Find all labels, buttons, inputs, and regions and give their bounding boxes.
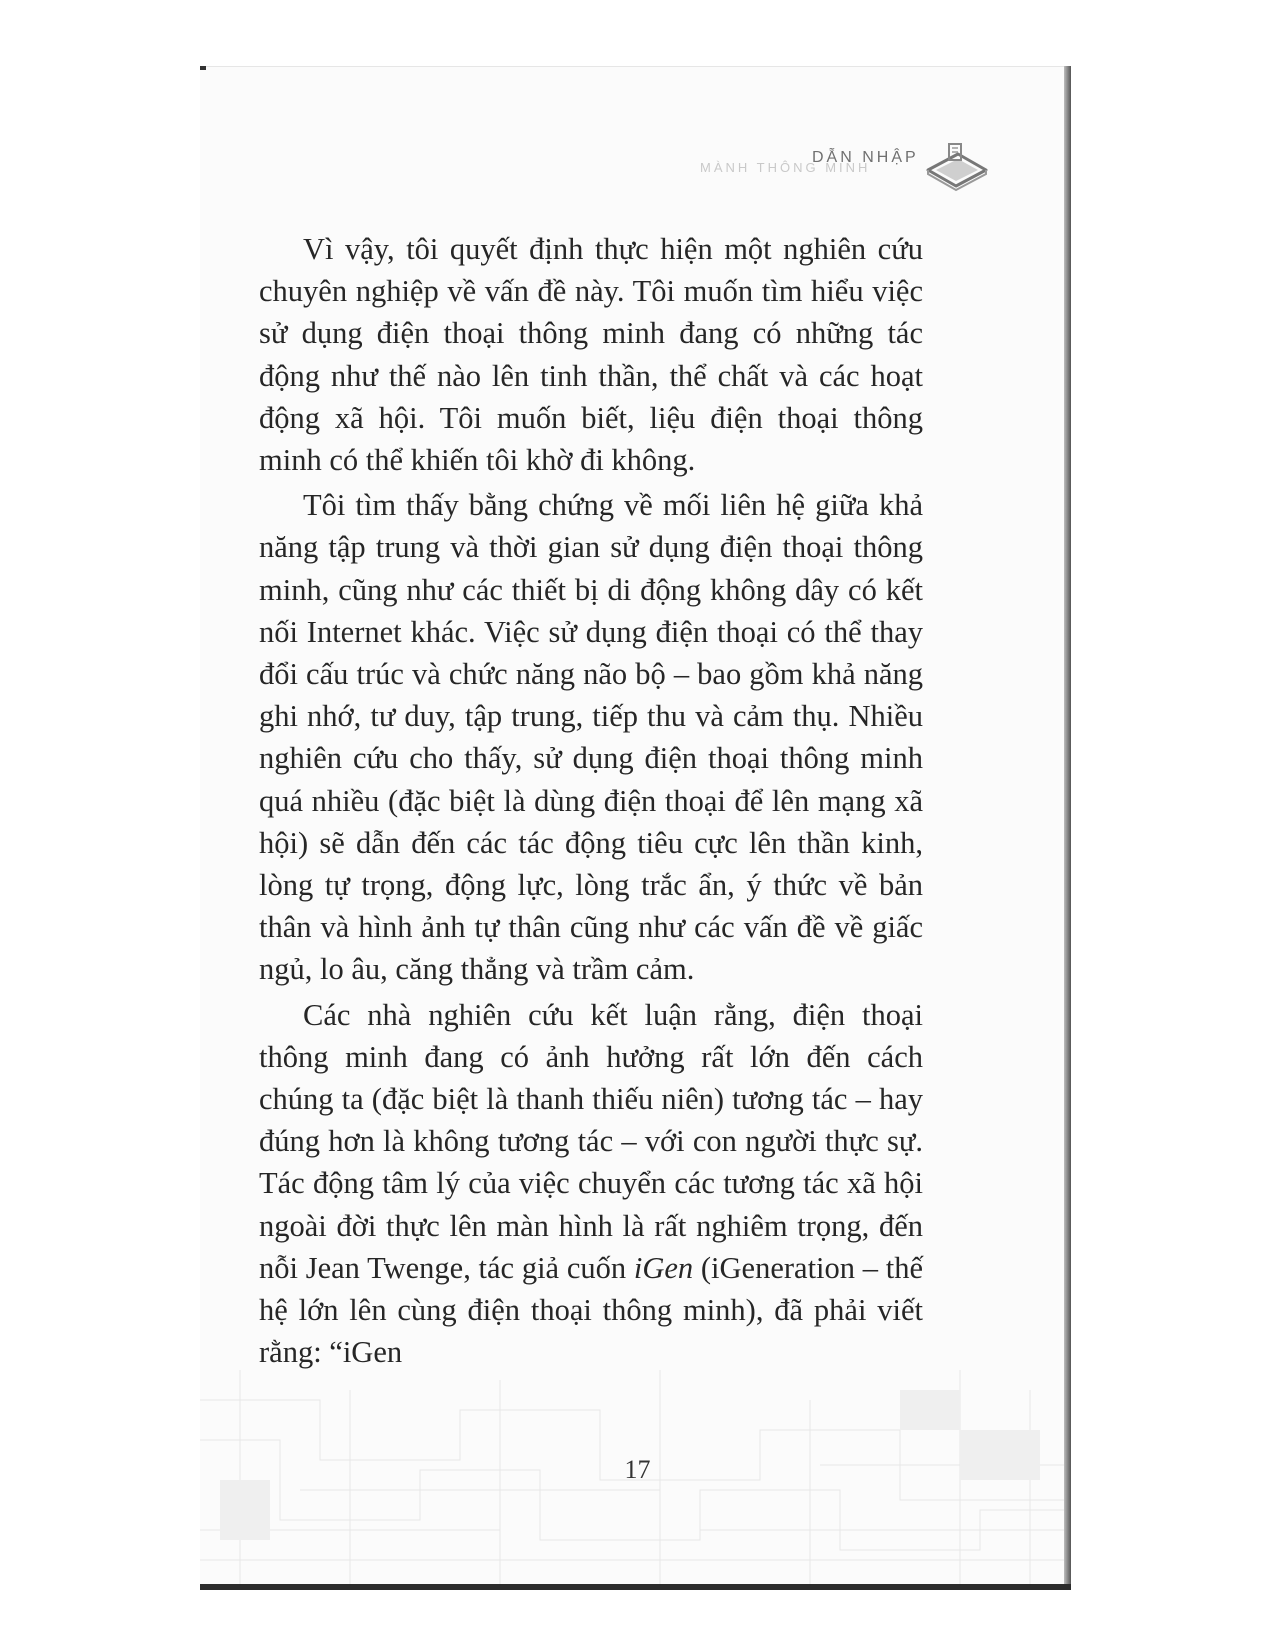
book-title-igen: iGen [633,1250,694,1285]
body-text [259,228,923,1376]
running-header [700,140,1040,200]
paragraph-3-part-1: Các nhà nghiên cứu kết luận rằng, điện thoại thông minh đang có ảnh hưởng rất lớn đến cách chúng ta (đặc biệt là thanh thiếu niên) tương tác – hay đúng hơn là không tương tác – với con người thực sự. Tác động tâm lý của việc chuyển các tương tác xã hội ngoài đời thực lên màn hình là rất nghiêm trọng, đến nỗi Jean Twenge, tác giả cuốn [259,997,923,1285]
smartphone-icon [924,140,990,200]
page-number: 17 [624,1455,651,1484]
chapter-header-label: DẪN NHẬP [812,149,919,166]
paragraph-3 [259,994,923,1374]
page-edge-shadow [1064,66,1071,1588]
paragraph-2: Tôi tìm thấy bằng chứng về mối liên hệ giữa khả năng tập trung và thời gian sử dụng điện thoại thông minh, cũng như các thiết bị di động không dây có kết nối Internet khác. Việc sử dụng điện thoại có thể thay đổi cấu trúc và chức năng não bộ – bao gồm khả năng ghi nhớ, tư duy, tập trung, tiếp thu và cảm thụ. Nhiều nghiên cứu cho thấy, sử dụng điện thoại thông minh quá nhiều (đặc biệt là dùng điện thoại để lên mạng xã hội) sẽ dẫn đến các tác động tiêu cực lên thần kinh, lòng tự trọng, động lực, lòng trắc ẩn, ý thức về bản thân và hình ảnh tự thân cũng như các vấn đề về giấc ngủ, lo âu, căng thẳng và trầm cảm. [259,488,923,987]
paragraph-3-part-2: (iGeneration – thế hệ lớn lên cùng điện thoại thông minh), đã phải viết rằng: “iGen [259,1250,923,1370]
header-ghost-text: MÀNH THÔNG MINH [700,160,871,175]
paragraph-1: Vì vậy, tôi quyết định thực hiện một nghiên cứu chuyên nghiệp về vấn đề này. Tôi muốn tìm hiểu việc sử dụng điện thoại thông minh đang có những tác động như thế nào lên tinh thần, thể chất và các hoạt động xã hội. Tôi muốn biết, liệu điện thoại thông minh có thể khiến tôi khờ đi không. [259,232,923,478]
corner-mark [200,66,206,70]
page-bottom-edge [200,1584,1071,1590]
